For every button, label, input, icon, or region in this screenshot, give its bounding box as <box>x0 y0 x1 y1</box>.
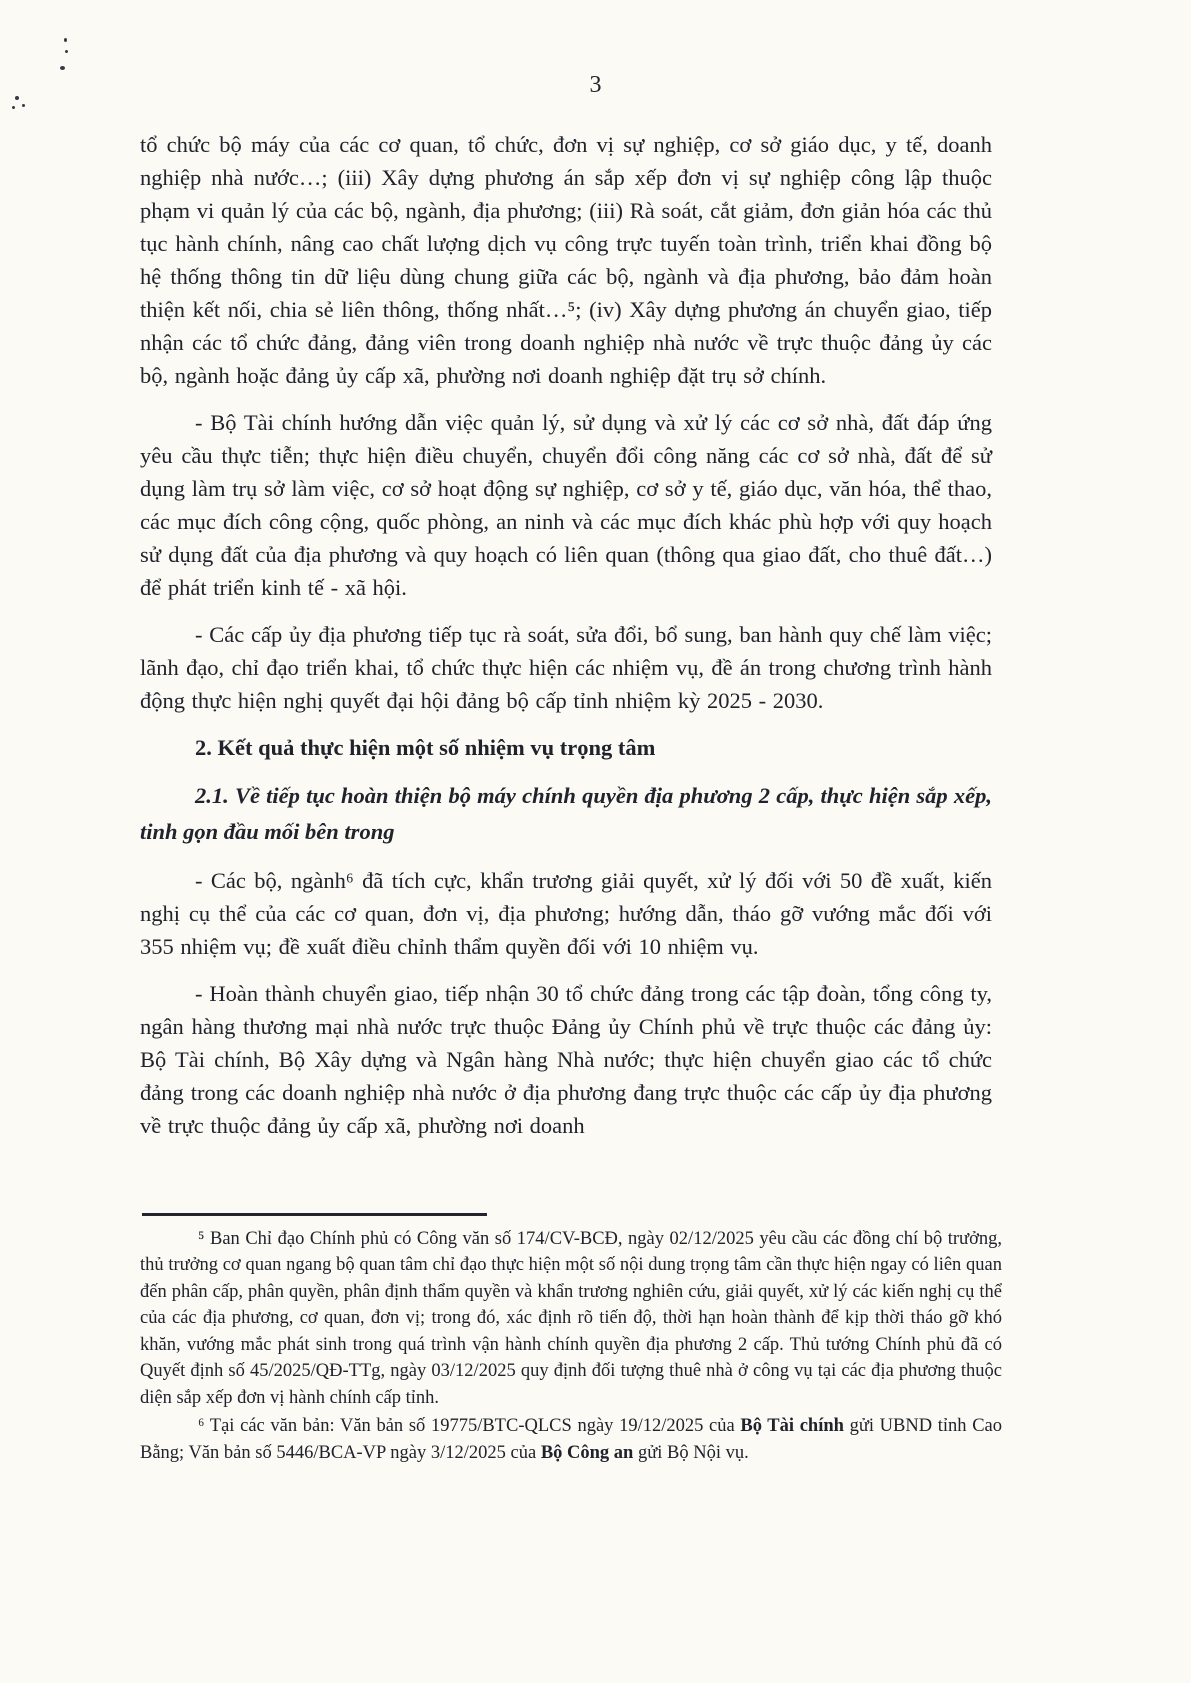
paragraph-cap-uy-dia-phuong: - Các cấp ủy địa phương tiếp tục rà soát, sửa đổi, bổ sung, ban hành quy chế làm việc; lãnh đạo, chỉ đạo triển khai, tổ chức thực hiện các nhiệm vụ, đề án trong chương trình hành động thực hiện nghị quyết đại hội đảng bộ cấp tỉnh nhiệm kỳ 2025 - 2030. <box>140 622 992 713</box>
document-body <box>140 128 992 1156</box>
section-heading-2-1: 2.1. Về tiếp tục hoàn thiện bộ máy chính quyền địa phương 2 cấp, thực hiện sắp xếp, tinh gọn đầu mối bên trong <box>140 783 992 844</box>
scan-speckle <box>65 50 68 53</box>
paragraph-cac-bo-nganh: - Các bộ, ngành⁶ đã tích cực, khẩn trương giải quyết, xử lý đối với 50 đề xuất, kiến nghị cụ thể của các cơ quan, đơn vị, địa phương; hướng dẫn, tháo gỡ vướng mắc đối với 355 nhiệm vụ; đề xuất điều chỉnh thẩm quyền đối với 10 nhiệm vụ. <box>140 868 992 959</box>
scan-speckle <box>64 38 67 42</box>
footnote-separator <box>142 1213 487 1216</box>
paragraph-hoan-thanh-chuyen-giao: - Hoàn thành chuyển giao, tiếp nhận 30 tổ chức đảng trong các tập đoàn, tổng công ty, ngân hàng thương mại nhà nước trực thuộc Đảng ủy Chính phủ về trực thuộc các đảng ủy: Bộ Tài chính, Bộ Xây dựng và Ngân hàng Nhà nước; thực hiện chuyển giao các tổ chức đảng trong các doanh nghiệp nhà nước ở địa phương đang trực thuộc các cấp ủy địa phương về trực thuộc đảng ủy cấp xã, phường nơi doanh <box>140 981 992 1138</box>
scan-speckle <box>22 104 25 107</box>
scan-speckle <box>60 66 65 70</box>
footnote-6: ⁶ Tại các văn bản: Văn bản số 19775/BTC-QLCS ngày 19/12/2025 của Bộ Tài chính gửi UBND tỉnh Cao Bằng; Văn bản số 5446/BCA-VP ngày 3/12/2025 của Bộ Công an gửi Bộ Nội vụ. <box>140 1416 1003 1463</box>
paragraph-continued: tổ chức bộ máy của các cơ quan, tổ chức, đơn vị sự nghiệp, cơ sở giáo dục, y tế, doanh nghiệp nhà nước…; (iii) Xây dựng phương án sắp xếp đơn vị sự nghiệp công lập thuộc phạm vi quản lý của các bộ, ngành, địa phương; (iii) Rà soát, cắt giảm, đơn giản hóa các thủ tục hành chính, nâng cao chất lượng dịch vụ công trực tuyến toàn trình, triển khai đồng bộ hệ thống thông tin dữ liệu dùng chung giữa các bộ, ngành và địa phương, bảo đảm hoàn thiện kết nối, chia sẻ liên thông, thống nhất…⁵; (iv) Xây dựng phương án chuyển giao, tiếp nhận các tổ chức đảng, đảng viên trong doanh nghiệp nhà nước về trực thuộc đảng ủy các bộ, ngành hoặc đảng ủy cấp xã, phường nơi doanh nghiệp đặt trụ sở chính. <box>140 132 992 388</box>
section-heading-2: 2. Kết quả thực hiện một số nhiệm vụ trọng tâm <box>195 735 656 760</box>
footnote-5: ⁵ Ban Chỉ đạo Chính phủ có Công văn số 174/CV-BCĐ, ngày 02/12/2025 yêu cầu các đồng chí bộ trưởng, thủ trưởng cơ quan ngang bộ quan tâm chỉ đạo thực hiện một số nội dung trọng tâm cần thực hiện ngay có liên quan đến phân cấp, phân quyền, phân định thẩm quyền và khẩn trương nghiên cứu, giải quyết, xử lý các kiến nghị cụ thể của các địa phương, cơ quan, đơn vị; trong đó, xác định rõ tiến độ, thời hạn hoàn thành để kịp thời tháo gỡ khó khăn, vướng mắc phát sinh trong quá trình vận hành chính quyền địa phương 2 cấp. Thủ tướng Chính phủ đã có Quyết định số 45/2025/QĐ-TTg, ngày 03/12/2025 quy định đối tượng thuê nhà ở công vụ tại các địa phương thuộc diện sắp xếp đơn vị hành chính cấp tỉnh. <box>140 1228 1002 1408</box>
page-number: 3 <box>589 72 602 98</box>
scan-speckle <box>12 106 15 109</box>
paragraph-bo-tai-chinh: - Bộ Tài chính hướng dẫn việc quản lý, sử dụng và xử lý các cơ sở nhà, đất đáp ứng yêu cầu thực tiễn; thực hiện điều chuyển, chuyển đổi công năng các cơ sở nhà, đất để sử dụng làm trụ sở làm việc, cơ sở hoạt động sự nghiệp, cơ sở y tế, giáo dục, văn hóa, thể thao, các mục đích công cộng, quốc phòng, an ninh và các mục đích khác phù hợp với quy hoạch sử dụng đất của địa phương và quy hoạch có liên quan (thông qua giao đất, cho thuê đất…) để phát triển kinh tế - xã hội. <box>140 410 992 600</box>
footnote-section <box>140 1213 1020 1469</box>
